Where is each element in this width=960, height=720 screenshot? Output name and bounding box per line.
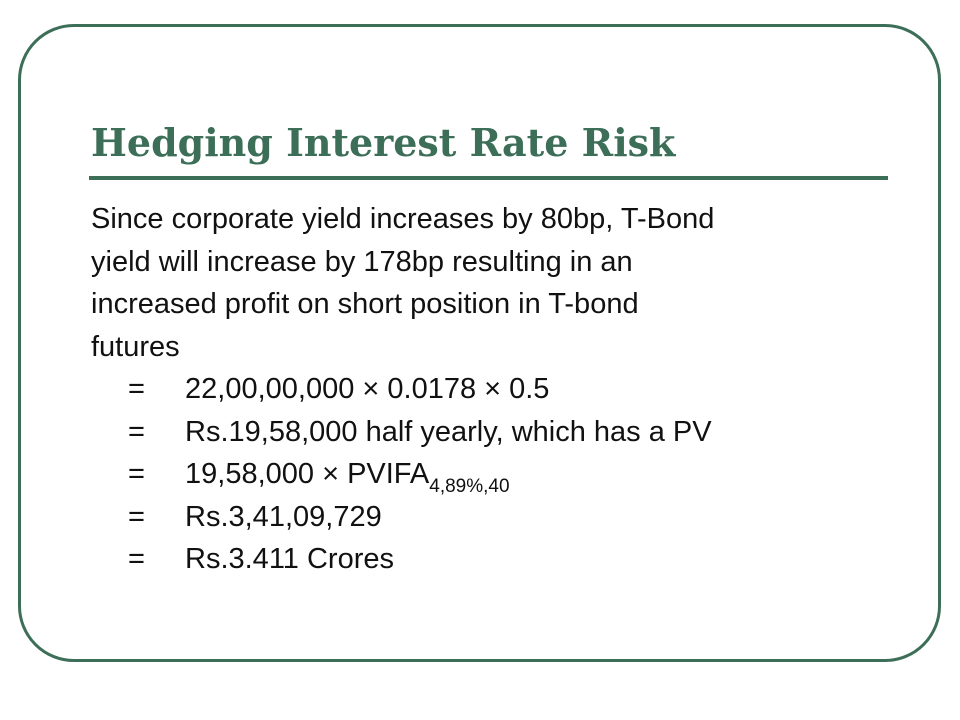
equals-sign: = — [128, 415, 145, 448]
equation-expression: Rs.19,58,000 half yearly, which has a PV — [185, 415, 712, 448]
pvifa-subscript: 4,89%,40 — [429, 476, 510, 497]
equation-expression: 22,00,00,000 × 0.0178 × 0.5 — [185, 373, 550, 405]
equation-line-1 — [91, 368, 891, 411]
equals-sign: = — [128, 458, 145, 490]
equation-expression-with-subscript — [185, 453, 510, 496]
equation-expression: 19,58,000 × PVIFA — [185, 458, 430, 490]
equals-sign: = — [128, 500, 145, 533]
slide-body — [91, 198, 891, 581]
equals-sign: = — [128, 373, 145, 405]
slide-title: Hedging Interest Rate Risk — [91, 120, 676, 165]
paragraph-line-3: increased profit on short position in T-bond — [91, 288, 639, 320]
title-underline — [89, 176, 888, 180]
equation-line-5 — [91, 538, 891, 581]
equation-expression: Rs.3,41,09,729 — [185, 500, 382, 533]
equals-sign: = — [128, 543, 145, 575]
paragraph-line-1: Since corporate yield increases by 80bp, T-Bond — [91, 203, 715, 235]
equation-expression: Rs.3.411 Crores — [185, 543, 394, 575]
paragraph-line-4: futures — [91, 330, 180, 363]
equation-line-4 — [91, 496, 891, 539]
paragraph-line-2: yield will increase by 178bp resulting in an — [91, 245, 633, 278]
equation-line-3 — [91, 453, 891, 496]
equation-line-2 — [91, 411, 891, 454]
